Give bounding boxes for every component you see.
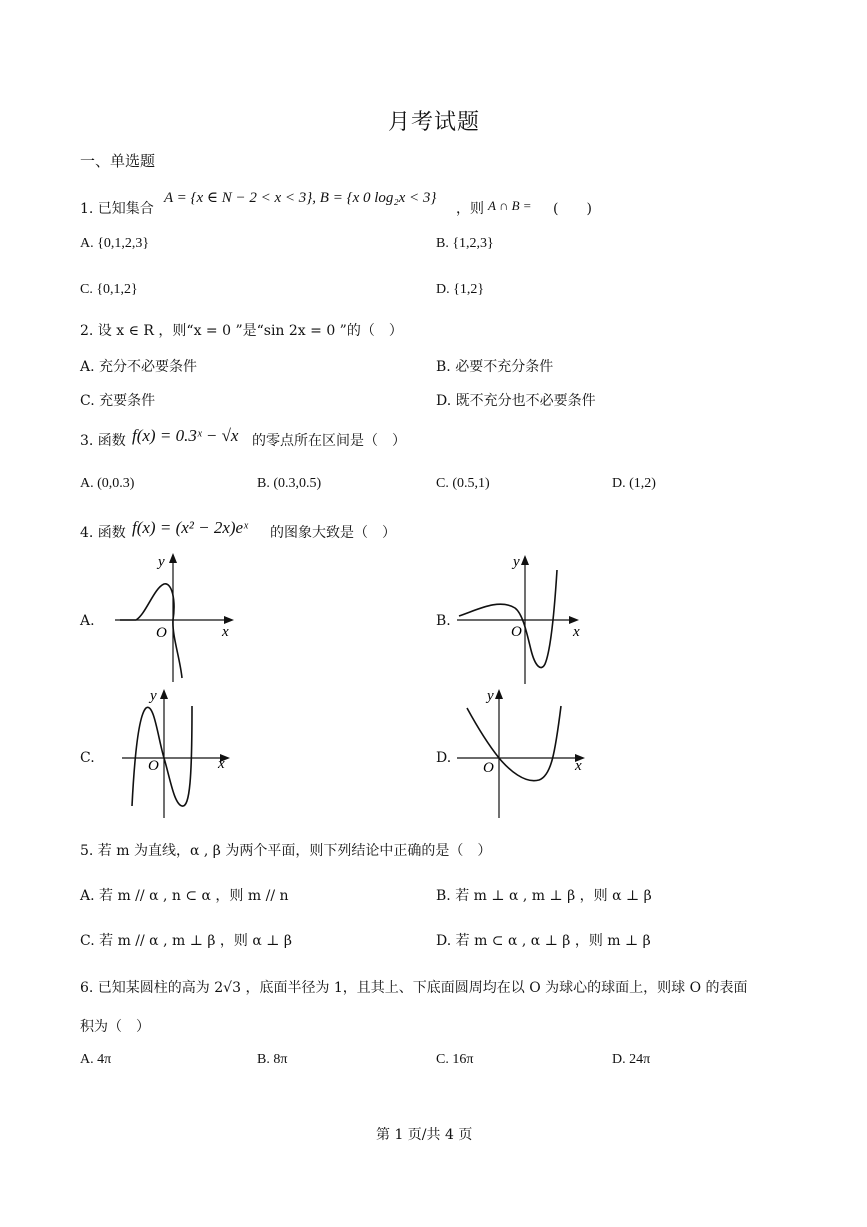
q4-option-b-label[interactable]: B. [436,613,451,629]
q3-stem: 3. 函数 [80,433,126,449]
q4-option-c-label[interactable]: C. [80,750,95,766]
q5-option-b[interactable]: B. 若 m ⊥ α , m ⊥ β ，则 α ⊥ β [436,888,652,904]
q4-graph-b[interactable] [455,552,585,687]
q1-paren: ( ) [553,201,592,217]
q3-stem-suffix: 的零点所在区间是（ ） [252,433,406,449]
graph-d-y-label: y [487,688,494,704]
graph-c-y-label: y [150,688,157,704]
q5-option-d[interactable]: D. 若 m ⊂ α , α ⊥ β ，则 m ⊥ β [436,933,651,949]
q6-option-b[interactable]: B. 8π [257,1052,288,1067]
q3-option-a[interactable]: A. (0,0.3) [80,476,135,491]
graph-b-y-label: y [513,554,520,570]
q1-stem: 1. 已知集合 [80,201,154,217]
q3-option-c[interactable]: C. (0.5,1) [436,476,490,491]
q4-stem: 4. 函数 [80,525,126,541]
page-title: 月考试题 [388,110,481,135]
graph-b-origin: O [511,624,522,640]
q4-graph-c[interactable] [120,686,235,821]
graph-d-x-label: x [575,758,582,774]
q4-graph-d[interactable] [455,686,590,821]
q1-tail: A ∩ B = [488,198,532,213]
graph-c-x-label: x [218,756,225,772]
q3-formula: f(x) = 0.3ˣ − √x [132,426,239,445]
q6-stem: 6. 已知某圆柱的高为 2√3 ，底面半径为 1，且其上、下底面圆周均在以 O 为球心的球面上，则球 O 的表面 [80,980,748,996]
q6-option-c[interactable]: C. 16π [436,1052,474,1067]
q5-stem: 5. 若 m 为直线，α , β 为两个平面，则下列结论中正确的是（ ） [80,843,492,859]
q2-stem: 2. 设 x ∈ R ，则“x = 0 ”是“sin 2x = 0 ”的（ ） [80,323,403,339]
q1-stem-suffix: ，则 [456,201,484,217]
q6-option-d[interactable]: D. 24π [612,1052,651,1067]
q2-option-c[interactable]: C. 充要条件 [80,393,156,409]
q5-option-a[interactable]: A. 若 m // α , n ⊂ α ，则 m // n [80,888,289,904]
q6-stem-continued: 积为（ ） [80,1019,150,1035]
q1-option-c[interactable]: C. {0,1,2} [80,282,138,297]
q1-option-d[interactable]: D. {1,2} [436,282,485,297]
q6-option-a[interactable]: A. 4π [80,1052,112,1067]
q3-option-d[interactable]: D. (1,2) [612,476,656,491]
q2-option-b[interactable]: B. 必要不充分条件 [436,359,554,375]
graph-b-x-label: x [573,624,580,640]
page-footer: 第 1 页/共 4 页 [376,1127,473,1143]
q4-formula: f(x) = (x² − 2x)eˣ [132,518,248,537]
q1-option-b[interactable]: B. {1,2,3} [436,236,494,251]
graph-a-y-label: y [158,554,165,570]
q2-option-d[interactable]: D. 既不充分也不必要条件 [436,393,596,409]
q4-option-d-label[interactable]: D. [436,750,452,766]
graph-a-origin: O [156,625,167,641]
q1-option-a[interactable]: A. {0,1,2,3} [80,236,150,251]
q4-graph-a[interactable] [110,550,240,685]
q4-stem-suffix: 的图象大致是（ ） [270,525,396,541]
section-heading: 一、单选题 [80,152,156,170]
graph-d-origin: O [483,760,494,776]
graph-c-origin: O [148,758,159,774]
q4-option-a-label[interactable]: A. [80,613,95,629]
q5-option-c[interactable]: C. 若 m // α , m ⊥ β ，则 α ⊥ β [80,933,292,949]
q3-option-b[interactable]: B. (0.3,0.5) [257,476,322,491]
graph-a-x-label: x [222,624,229,640]
q2-option-a[interactable]: A. 充分不必要条件 [80,359,198,375]
q1-formula: A = {x ∈ N − 2 < x < 3}, B = {x 0 log₂x < 3} [164,190,437,206]
